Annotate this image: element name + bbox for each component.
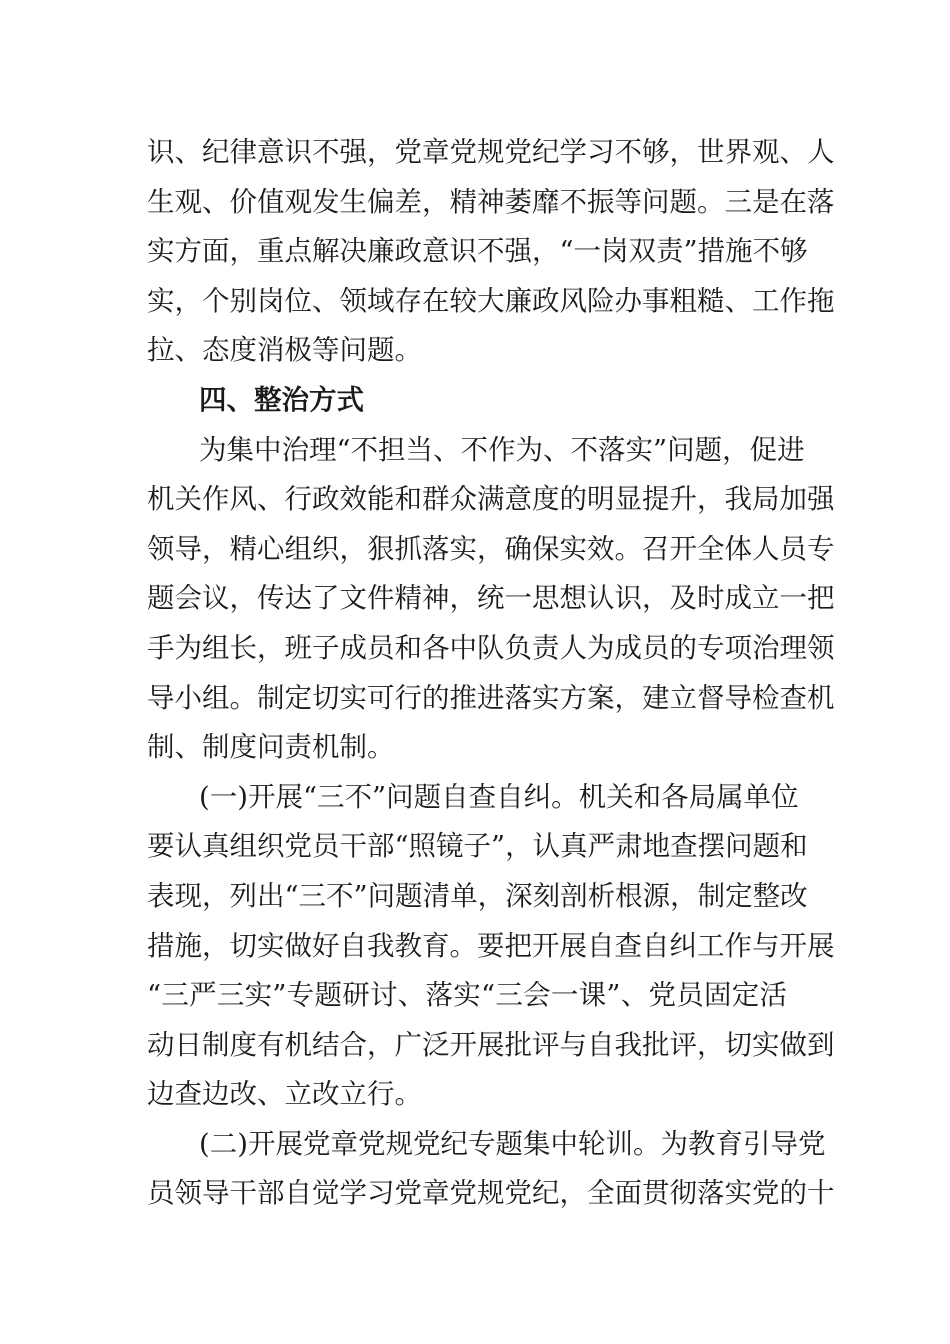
- text-line: 领导，精心组织，狠抓落实，确保实效。召开全体人员专: [147, 532, 835, 565]
- text-line: 边查边改、立改立行。: [147, 1078, 422, 1111]
- text-line: “三严三实”专题研讨、落实“三会一课”、党员固定活: [147, 979, 787, 1012]
- text-line: 拉、态度消极等问题。: [147, 334, 422, 367]
- text-line: 为集中治理“不担当、不作为、不落实”问题，促进: [199, 433, 805, 466]
- text-line: 员领导干部自觉学习党章党规党纪，全面贯彻落实党的十: [147, 1177, 835, 1210]
- text-line: 机关作风、行政效能和群众满意度的明显提升，我局加强: [147, 483, 835, 516]
- text-line: 识、纪律意识不强，党章党规党纪学习不够，世界观、人: [147, 136, 835, 168]
- text-line: 导小组。制定切实可行的推进落实方案，建立督导检查机: [147, 681, 835, 714]
- text-line: 表现，列出“三不”问题清单，深刻剖析根源，制定整改: [147, 879, 808, 912]
- text-line: (二)开展党章党规党纪专题集中轮训。为教育引导党: [199, 1127, 826, 1160]
- text-line: 实，个别岗位、领域存在较大廉政风险办事粗糙、工作拖: [147, 284, 835, 317]
- text-line: 手为组长，班子成员和各中队负责人为成员的专项治理领: [147, 631, 835, 664]
- document-body: [147, 128, 835, 1219]
- text-line: 实方面，重点解决廉政意识不强，“一岗双责”措施不够: [147, 235, 808, 268]
- text-line: 生观、价值观发生偏差，精神萎靡不振等问题。三是在落: [147, 185, 835, 218]
- text-line: 制、制度问责机制。: [147, 731, 395, 764]
- section-heading: 四、整治方式: [199, 383, 364, 416]
- text-line: 措施，切实做好自我教育。要把开展自查自纠工作与开展: [147, 929, 835, 962]
- text-line: 动日制度有机结合，广泛开展批评与自我批评，切实做到: [147, 1028, 835, 1061]
- text-line: 要认真组织党员干部“照镜子”，认真严肃地查摆问题和: [147, 830, 808, 863]
- text-line: 题会议，传达了文件精神，统一思想认识，及时成立一把: [147, 582, 835, 615]
- text-line: (一)开展“三不”问题自查自纠。机关和各局属单位: [199, 780, 799, 813]
